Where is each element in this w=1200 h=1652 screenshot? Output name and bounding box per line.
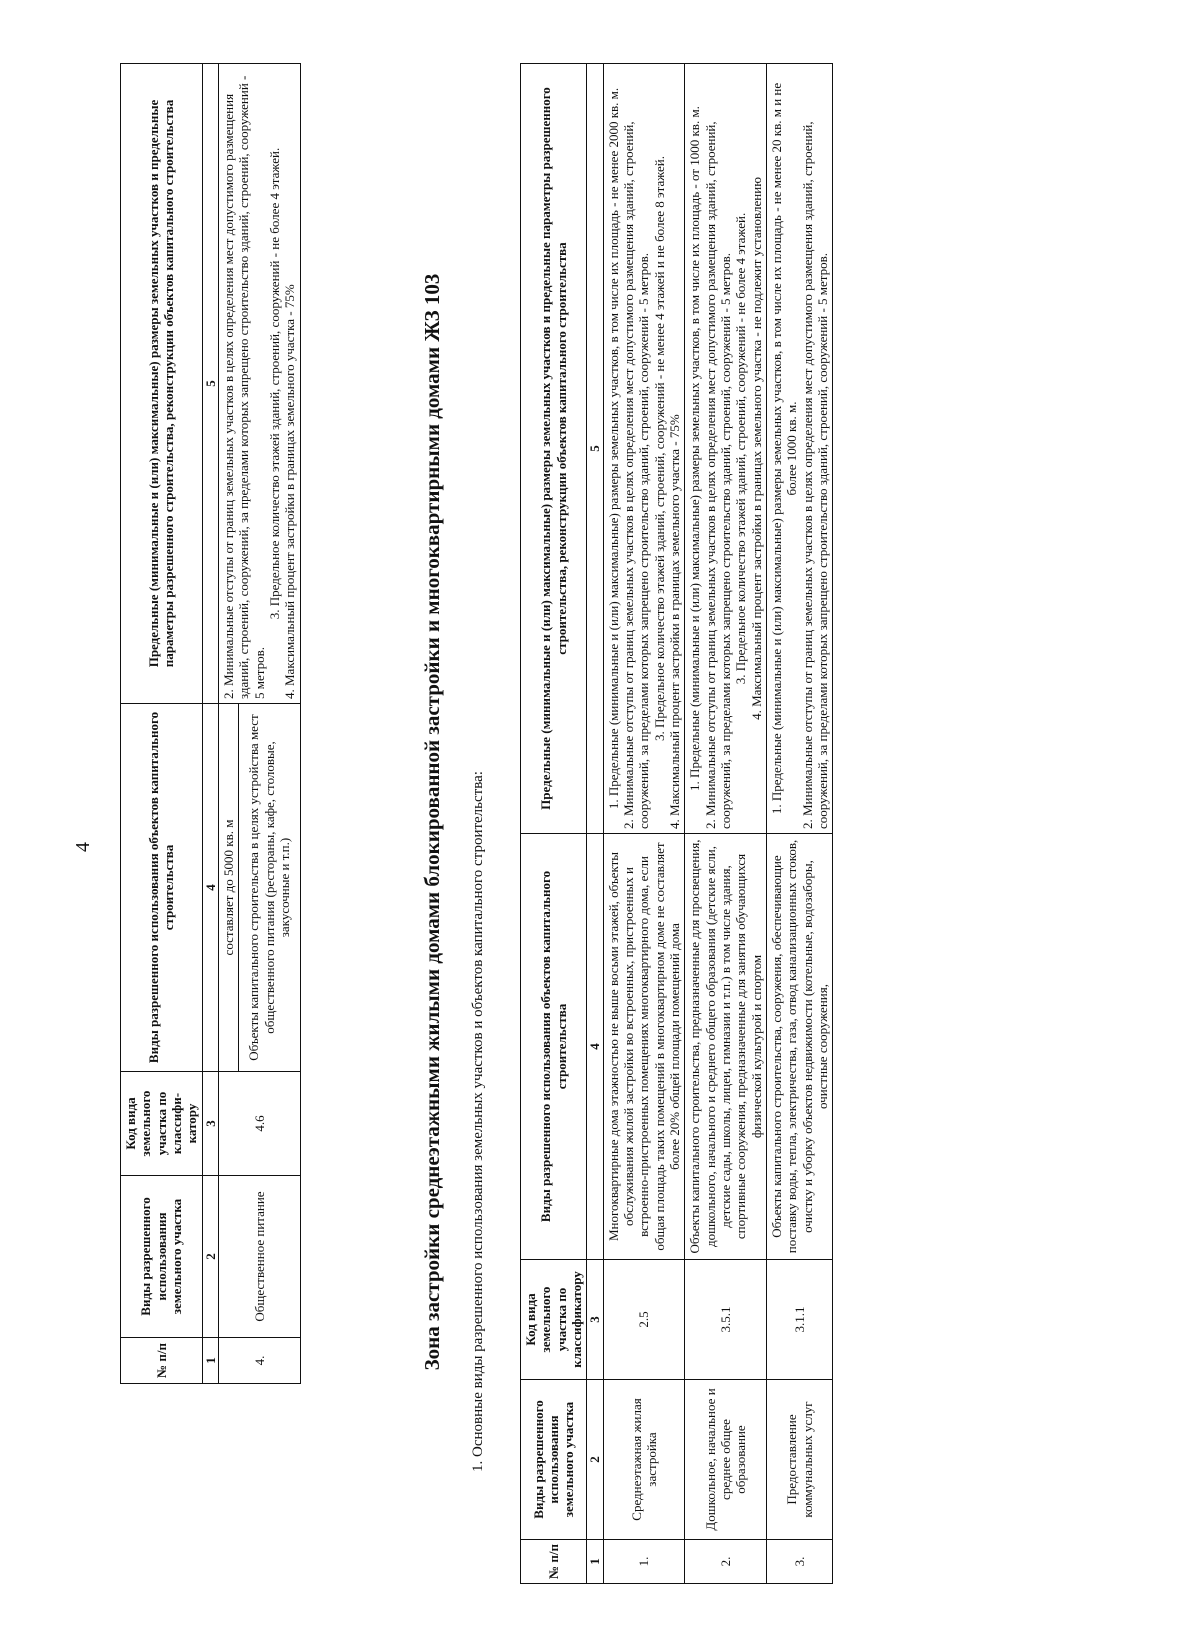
params-cell: [766, 64, 832, 834]
code-cell: 3.1.1: [766, 1260, 832, 1380]
upper-table: [120, 63, 301, 1384]
param-line: 2. Минимальные отступы от границ земельных участков в целях определения мест допустимого размещения зданий, строений, сооружений, за пределами которых запрещено строительство зданий, строений, сооружений - 5 метров.: [702, 121, 733, 829]
header-code: Код вида земельного участка по классифи-катору: [121, 1072, 203, 1176]
col-number: 2: [202, 1176, 218, 1338]
row-number: 3.: [766, 1540, 832, 1584]
code-cell: 3.5.1: [685, 1260, 767, 1380]
zone-heading: Зона застройки среднеэтажными жилыми домами блокированной застройки и многоквартирными домами ЖЗ 103: [420, 273, 444, 1371]
code-cell: 4.6: [218, 1072, 300, 1176]
param-line: 4. Максимальный процент застройки в границах земельного участка - 75%: [666, 414, 682, 829]
col-number: 3: [587, 1260, 603, 1380]
param-line: 4. Максимальный процент застройки в границах земельного участка - 75%: [282, 284, 298, 699]
param-line: 3. Предельное количество этажей зданий, строений, сооружений - не более 4 этажей.: [733, 212, 749, 685]
column-number-row: [202, 64, 218, 1384]
header-code: Код вида земельного участка по классификатору: [521, 1260, 587, 1380]
table-row: [218, 64, 238, 1384]
table-row: [603, 64, 685, 1584]
col-number: 1: [587, 1540, 603, 1584]
land-use-cell: Дошкольное, начальное и среднее общее образование: [685, 1380, 767, 1540]
header-num: № п/п: [121, 1338, 203, 1384]
col-number: 5: [202, 64, 218, 704]
header-objects: Виды разрешенного использования объектов капитального строительства: [121, 704, 203, 1072]
col-number: 1: [202, 1338, 218, 1384]
objects-cell: Объекты капитального строительства в целях устройства мест общественного питания (рестораны, кафе, столовые, закусочные и т.п.): [239, 704, 300, 1072]
land-use-cell: Общественное питание: [218, 1176, 300, 1338]
col-number: 4: [587, 834, 603, 1260]
header-land-use: Виды разрешенного использования земельного участка: [121, 1176, 203, 1338]
code-cell: 2.5: [603, 1260, 685, 1380]
header-params: Предельные (минимальные и (или) максимальные) размеры земельных участков и предельные параметры разрешенного строительства, реконструкции объектов капитального строительства: [521, 64, 587, 834]
upper-table-header: [121, 64, 203, 1384]
col-number: 2: [587, 1380, 603, 1540]
land-use-cell: Предоставление коммунальных услуг: [766, 1380, 832, 1540]
land-use-cell: Среднеэтажная жилая застройка: [603, 1380, 685, 1540]
intro-text: 1. Основные виды разрешенного использования земельных участков и объектов капитального строительства:: [470, 771, 486, 1472]
header-params: Предельные (минимальные и (или) максимальные) размеры земельных участков и предельные параметры разрешенного строительства, реконструкции объектов капитального строительства: [121, 64, 203, 704]
col-number: 4: [202, 704, 218, 1072]
header-objects: Виды разрешенного использования объектов капитального строительства: [521, 834, 587, 1260]
page-number: 4: [72, 842, 94, 852]
table-row: [685, 64, 767, 1584]
objects-cell: Объекты капитального строительства, предназначенные для просвещения, дошкольного, начального и среднего общего образования (детские ясли, детские сады, школы, лицеи, гимназии и т.п.) в том числе здания, спортивные сооружения, предназначенные для занятия обучающихся физической культурой и спортом: [685, 834, 767, 1260]
param-line: 2. Минимальные отступы от границ земельных участков в целях определения мест допустимого размещения зданий, строений, сооружений, за пределами которых запрещено строительство зданий, строений, сооружений - 5 метров.: [620, 121, 652, 829]
param-line: 4. Максимальный процент застройки в границах земельного участка - не подлежит установлению: [748, 177, 764, 720]
param-line: 2. Минимальные отступы от границ земельных участков в целях определения мест допустимого размещения зданий, строений, сооружений, за пределами которых запрещено строительство зданий, строений, сооружений - 5 метров.: [799, 121, 830, 829]
header-num: № п/п: [521, 1540, 587, 1584]
param-line: 1. Предельные (минимальные и (или) максимальные) размеры земельных участков, в том числе их площадь - не менее 2000 кв. м.: [605, 87, 621, 810]
header-land-use: Виды разрешенного использования земельного участка: [521, 1380, 587, 1540]
param-line: 3. Предельное количество этажей зданий, строений, сооружений - не более 4 этажей.: [266, 147, 282, 620]
param-line: 3. Предельное количество этажей зданий, строений, сооружений - не менее 4 этажей и не более 8 этажей.: [651, 155, 667, 742]
row-number: 1.: [603, 1540, 685, 1584]
continued-objects-cell: составляет до 5000 кв. м: [218, 704, 238, 1072]
row-number: 2.: [685, 1540, 767, 1584]
table-row: [766, 64, 832, 1584]
row-number: 4.: [218, 1338, 300, 1384]
column-number-row: [587, 64, 603, 1584]
objects-cell: Многоквартирные дома этажностью не выше восьми этажей, объекты обслуживания жилой застройки во встроенных, пристроенных и встроенно-пристроенных помещениях многоквартирного дома, если общая площадь таких помещений в многоквартирном доме не составляет более 20% общей площади помещений дома: [603, 834, 685, 1260]
param-line: 2. Минимальные отступы от границ земельных участков в целях определения мест допустимого размещения зданий, строений, сооружений, за пределами которых запрещено строительство зданий, строений, сооружений - 5 метров.: [220, 75, 267, 699]
params-cell: [218, 64, 300, 704]
params-cell: [685, 64, 767, 834]
main-table-header: [521, 64, 587, 1584]
objects-cell: Объекты капитального строительства, сооружения, обеспечивающие поставку воды, тепла, электричества, газа, отвод канализационных стоков, очистку и уборку объектов недвижимости (котельные, водозаборы, очистные сооружения,: [766, 834, 832, 1260]
col-number: 5: [587, 64, 603, 834]
main-table: [520, 63, 833, 1584]
params-cell: [603, 64, 685, 834]
param-line: 1. Предельные (минимальные и (или) максимальные) размеры земельных участков, в том числе их площадь - от 1000 кв. м.: [687, 106, 703, 791]
col-number: 3: [202, 1072, 218, 1176]
param-line: 1. Предельные (минимальные и (или) максимальные) размеры земельных участков, в том числе их площадь - не менее 20 кв. м и не более 1000 кв. м.: [768, 82, 800, 815]
